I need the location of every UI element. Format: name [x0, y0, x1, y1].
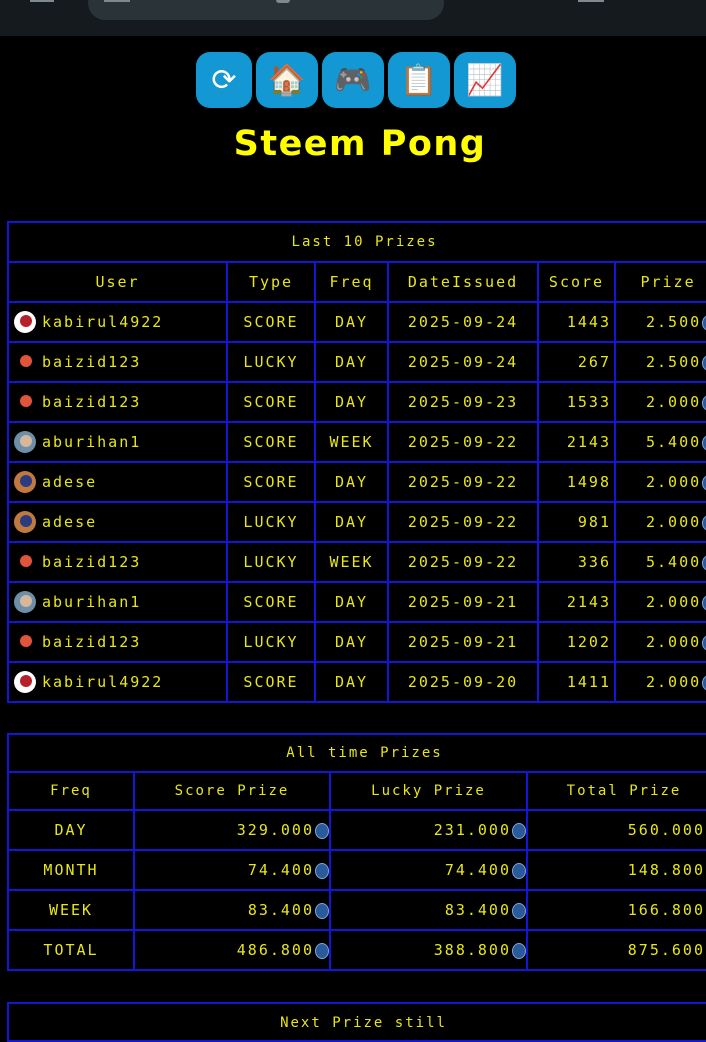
table-row: [8, 462, 706, 502]
table-row: [8, 382, 706, 422]
freq-cell: DAY: [315, 622, 388, 662]
next-prize-section: [7, 1002, 706, 1042]
table-row: [8, 622, 706, 662]
freq-cell: DAY: [8, 810, 134, 850]
date-cell: 2025-09-21: [388, 622, 538, 662]
lucky-prize-cell: [330, 850, 527, 890]
freq-cell: WEEK: [315, 542, 388, 582]
prize-cell: [615, 582, 706, 622]
home-icon: 🏠: [268, 62, 306, 98]
lucky-prize-value: 74.400: [444, 861, 511, 879]
total-prize-value: 166.800: [627, 901, 705, 919]
username-link[interactable]: baizid123: [42, 553, 142, 571]
date-cell: 2025-09-21: [388, 582, 538, 622]
date-cell: 2025-09-20: [388, 662, 538, 702]
nav-button-refresh[interactable]: [196, 52, 252, 108]
table-row: [8, 582, 706, 622]
column-header: Lucky Prize: [330, 772, 527, 810]
score-cell: 267: [538, 342, 615, 382]
prize-cell: [615, 542, 706, 582]
steem-icon: [702, 555, 706, 571]
username-link[interactable]: aburihan1: [42, 593, 142, 611]
steem-icon: [315, 863, 329, 879]
steem-icon: [702, 595, 706, 611]
date-cell: 2025-09-22: [388, 422, 538, 462]
browser-top-bar: [0, 0, 706, 36]
score-prize-cell: [134, 850, 330, 890]
score-cell: 1411: [538, 662, 615, 702]
table-row: [8, 810, 706, 850]
avatar[interactable]: [12, 549, 38, 575]
table-row: [8, 542, 706, 582]
username-link[interactable]: aburihan1: [42, 433, 142, 451]
next-prize-title: Next Prize still: [280, 1015, 447, 1031]
prize-cell: [615, 462, 706, 502]
score-cell: 1498: [538, 462, 615, 502]
freq-cell: DAY: [315, 302, 388, 342]
last-prizes-table: [7, 221, 706, 703]
total-prize-value: 875.600: [627, 941, 705, 959]
address-bar[interactable]: [88, 0, 444, 20]
date-cell: 2025-09-22: [388, 542, 538, 582]
prize-value: 2.500: [646, 313, 702, 331]
username-link[interactable]: baizid123: [42, 393, 142, 411]
table-row: [8, 662, 706, 702]
username-link[interactable]: baizid123: [42, 633, 142, 651]
user-cell: [8, 302, 227, 342]
freq-cell: DAY: [315, 342, 388, 382]
avatar[interactable]: [12, 309, 38, 335]
table-row: [8, 930, 706, 970]
freq-cell: WEEK: [8, 890, 134, 930]
avatar[interactable]: [12, 429, 38, 455]
steem-icon: [702, 315, 706, 331]
type-cell: SCORE: [227, 422, 315, 462]
username-link[interactable]: baizid123: [42, 353, 142, 371]
date-cell: 2025-09-22: [388, 502, 538, 542]
freq-cell: DAY: [315, 662, 388, 702]
type-cell: SCORE: [227, 382, 315, 422]
last-prizes-title: Last 10 Prizes: [8, 222, 706, 262]
prize-cell: [615, 342, 706, 382]
freq-cell: TOTAL: [8, 930, 134, 970]
lucky-prize-cell: [330, 930, 527, 970]
refresh-icon: ⟳: [211, 62, 237, 98]
user-cell: [8, 342, 227, 382]
location-icon: [276, 0, 290, 3]
prize-value: 5.400: [646, 433, 702, 451]
steem-icon: [512, 863, 526, 879]
page-title: Steem Pong: [233, 124, 487, 164]
score-prize-cell: [134, 930, 330, 970]
steem-icon: [315, 823, 329, 839]
steem-icon: [702, 515, 706, 531]
avatar[interactable]: [12, 589, 38, 615]
lucky-prize-cell: [330, 890, 527, 930]
prize-cell: [615, 302, 706, 342]
score-prize-cell: [134, 810, 330, 850]
score-cell: 1533: [538, 382, 615, 422]
all-time-prizes-title: All time Prizes: [8, 734, 706, 772]
lucky-prize-value: 231.000: [433, 821, 511, 839]
prize-cell: [615, 662, 706, 702]
steem-icon: [702, 395, 706, 411]
total-prize-value: 148.800: [627, 861, 705, 879]
prize-value: 2.000: [646, 633, 702, 651]
steem-icon: [315, 903, 329, 919]
column-header: Type: [227, 262, 315, 302]
column-header: Freq: [315, 262, 388, 302]
prize-value: 2.000: [646, 673, 702, 691]
user-cell: [8, 662, 227, 702]
user-cell: [8, 622, 227, 662]
gamepad-icon: 🎮: [334, 62, 372, 98]
table-row: [8, 342, 706, 382]
freq-cell: WEEK: [315, 422, 388, 462]
username-link[interactable]: adese: [42, 473, 98, 491]
prize-value: 5.400: [646, 553, 702, 571]
steem-icon: [702, 635, 706, 651]
type-cell: LUCKY: [227, 622, 315, 662]
menu-icon[interactable]: [30, 0, 54, 2]
freq-cell: DAY: [315, 382, 388, 422]
clipboard-icon: 📋: [400, 62, 438, 98]
score-cell: 1202: [538, 622, 615, 662]
total-prize-cell: [527, 930, 706, 970]
chart-icon: 📈: [466, 62, 504, 98]
column-header: Prize: [615, 262, 706, 302]
steem-icon: [315, 943, 329, 959]
total-prize-cell: [527, 810, 706, 850]
user-cell: [8, 542, 227, 582]
avatar[interactable]: [12, 669, 38, 695]
score-prize-value: 329.000: [236, 821, 314, 839]
table-row: [8, 302, 706, 342]
prize-cell: [615, 422, 706, 462]
total-prize-value: 560.000: [627, 821, 705, 839]
user-cell: [8, 582, 227, 622]
user-cell: [8, 502, 227, 542]
score-cell: 981: [538, 502, 615, 542]
avatar[interactable]: [12, 389, 38, 415]
column-header: DateIssued: [388, 262, 538, 302]
nav-toolbar: [196, 52, 516, 108]
type-cell: SCORE: [227, 302, 315, 342]
overflow-menu-icon[interactable]: [578, 0, 604, 2]
table-row: [8, 890, 706, 930]
table-row: [8, 502, 706, 542]
nav-button-chart[interactable]: [454, 52, 516, 108]
type-cell: LUCKY: [227, 342, 315, 382]
score-prize-value: 74.400: [247, 861, 314, 879]
steem-icon: [702, 675, 706, 691]
lucky-prize-cell: [330, 810, 527, 850]
type-cell: SCORE: [227, 582, 315, 622]
lucky-prize-value: 83.400: [444, 901, 511, 919]
steem-icon: [512, 903, 526, 919]
nav-button-gamepad[interactable]: [322, 52, 384, 108]
table-row: [8, 422, 706, 462]
score-prize-value: 486.800: [236, 941, 314, 959]
column-header: Total Prize: [527, 772, 706, 810]
table-row: [8, 850, 706, 890]
user-cell: [8, 382, 227, 422]
score-cell: 336: [538, 542, 615, 582]
tab-icon[interactable]: [104, 0, 130, 2]
freq-cell: DAY: [315, 582, 388, 622]
steem-icon: [702, 355, 706, 371]
lucky-prize-value: 388.800: [433, 941, 511, 959]
freq-cell: MONTH: [8, 850, 134, 890]
all-time-prizes-table: [7, 733, 706, 971]
column-header: Freq: [8, 772, 134, 810]
nav-button-clipboard[interactable]: [388, 52, 450, 108]
total-prize-cell: [527, 850, 706, 890]
date-cell: 2025-09-24: [388, 302, 538, 342]
score-cell: 1443: [538, 302, 615, 342]
steem-icon: [512, 823, 526, 839]
username-link[interactable]: kabirul4922: [42, 673, 164, 691]
prize-value: 2.500: [646, 353, 702, 371]
freq-cell: DAY: [315, 462, 388, 502]
steem-icon: [702, 475, 706, 491]
column-header: Score: [538, 262, 615, 302]
score-cell: 2143: [538, 422, 615, 462]
steem-icon: [512, 943, 526, 959]
date-cell: 2025-09-22: [388, 462, 538, 502]
date-cell: 2025-09-24: [388, 342, 538, 382]
prize-value: 2.000: [646, 473, 702, 491]
type-cell: LUCKY: [227, 502, 315, 542]
prize-value: 2.000: [646, 513, 702, 531]
date-cell: 2025-09-23: [388, 382, 538, 422]
avatar[interactable]: [12, 629, 38, 655]
total-prize-cell: [527, 890, 706, 930]
steem-icon: [702, 435, 706, 451]
column-header: Score Prize: [134, 772, 330, 810]
avatar[interactable]: [12, 509, 38, 535]
prize-cell: [615, 382, 706, 422]
username-link[interactable]: adese: [42, 513, 98, 531]
user-cell: [8, 422, 227, 462]
type-cell: SCORE: [227, 662, 315, 702]
nav-button-home[interactable]: [256, 52, 318, 108]
score-prize-value: 83.400: [247, 901, 314, 919]
user-cell: [8, 462, 227, 502]
type-cell: SCORE: [227, 462, 315, 502]
username-link[interactable]: kabirul4922: [42, 313, 164, 331]
type-cell: LUCKY: [227, 542, 315, 582]
avatar[interactable]: [12, 349, 38, 375]
column-header: User: [8, 262, 227, 302]
freq-cell: DAY: [315, 502, 388, 542]
prize-cell: [615, 502, 706, 542]
score-cell: 2143: [538, 582, 615, 622]
prize-value: 2.000: [646, 393, 702, 411]
avatar[interactable]: [12, 469, 38, 495]
score-prize-cell: [134, 890, 330, 930]
prize-cell: [615, 622, 706, 662]
prize-value: 2.000: [646, 593, 702, 611]
